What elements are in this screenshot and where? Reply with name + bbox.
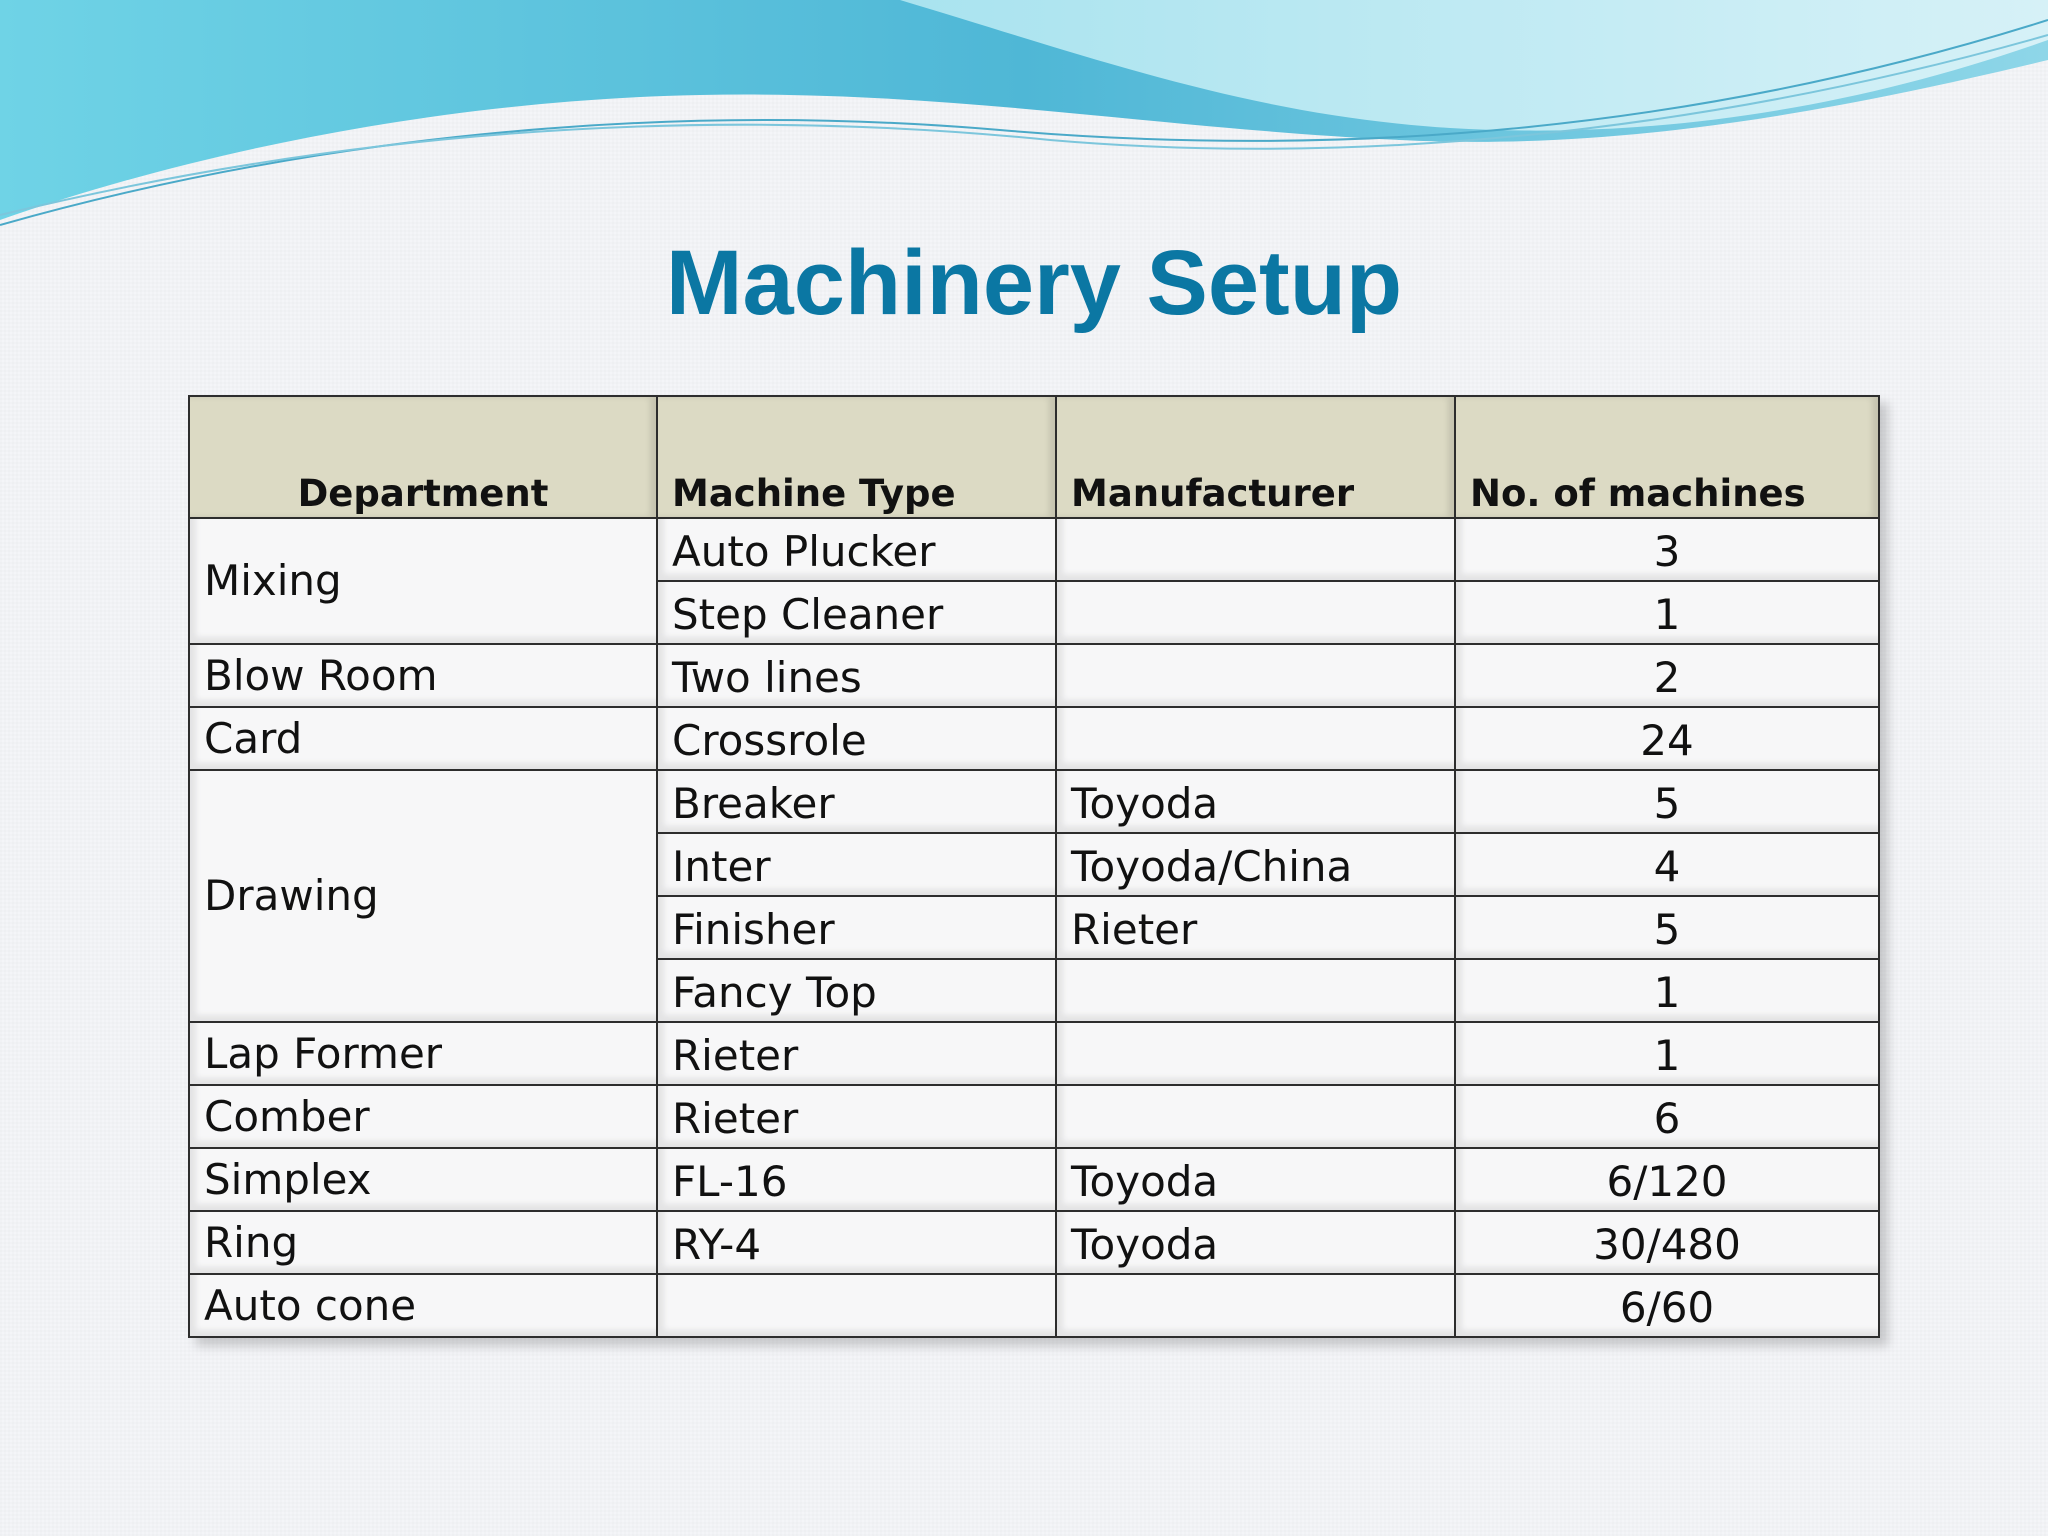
count-cell: 6 <box>1455 1085 1879 1148</box>
department-cell: Drawing <box>189 770 657 1022</box>
table-row <box>189 644 1879 707</box>
manufacturer-cell <box>1056 959 1455 1022</box>
count-cell: 24 <box>1455 707 1879 770</box>
machine-type-cell: Rieter <box>657 1085 1056 1148</box>
manufacturer-cell: Toyoda <box>1056 770 1455 833</box>
machine-type-cell: Step Cleaner <box>657 581 1056 644</box>
count-cell: 5 <box>1455 896 1879 959</box>
machine-type-cell: Inter <box>657 833 1056 896</box>
manufacturer-cell <box>1056 581 1455 644</box>
manufacturer-cell: Toyoda/China <box>1056 833 1455 896</box>
machine-type-cell: Rieter <box>657 1022 1056 1085</box>
manufacturer-cell <box>1056 1022 1455 1085</box>
table-row <box>189 1148 1879 1211</box>
manufacturer-cell <box>1056 518 1455 581</box>
manufacturer-cell <box>1056 1085 1455 1148</box>
manufacturer-cell: Rieter <box>1056 896 1455 959</box>
machinery-table-container <box>188 395 1878 1338</box>
machine-type-cell: Two lines <box>657 644 1056 707</box>
count-cell: 1 <box>1455 581 1879 644</box>
table-row <box>189 1022 1879 1085</box>
table-header-row <box>189 396 1879 518</box>
manufacturer-cell <box>1056 1274 1455 1337</box>
count-cell: 2 <box>1455 644 1879 707</box>
table-row <box>189 707 1879 770</box>
department-cell: Comber <box>189 1085 657 1148</box>
count-cell: 6/60 <box>1455 1274 1879 1337</box>
count-cell: 3 <box>1455 518 1879 581</box>
department-cell: Simplex <box>189 1148 657 1211</box>
machine-type-cell <box>657 1274 1056 1337</box>
manufacturer-cell: Toyoda <box>1056 1211 1455 1274</box>
department-cell: Auto cone <box>189 1274 657 1337</box>
header-manufacturer: Manufacturer <box>1056 396 1455 518</box>
wave-header-decoration <box>0 0 2048 240</box>
table-row <box>189 1211 1879 1274</box>
manufacturer-cell: Toyoda <box>1056 1148 1455 1211</box>
department-cell: Blow Room <box>189 644 657 707</box>
machine-type-cell: Crossrole <box>657 707 1056 770</box>
machine-type-cell: Breaker <box>657 770 1056 833</box>
table-row <box>189 1274 1879 1337</box>
header-department: Department <box>189 396 657 518</box>
department-cell: Lap Former <box>189 1022 657 1085</box>
machinery-table <box>188 395 1880 1338</box>
count-cell: 6/120 <box>1455 1148 1879 1211</box>
department-cell: Card <box>189 707 657 770</box>
machine-type-cell: FL-16 <box>657 1148 1056 1211</box>
count-cell: 30/480 <box>1455 1211 1879 1274</box>
slide-title: Machinery Setup <box>665 232 1403 334</box>
machine-type-cell: Fancy Top <box>657 959 1056 1022</box>
header-machine-type: Machine Type <box>657 396 1056 518</box>
manufacturer-cell <box>1056 644 1455 707</box>
count-cell: 1 <box>1455 959 1879 1022</box>
count-cell: 5 <box>1455 770 1879 833</box>
table-row <box>189 518 1879 581</box>
manufacturer-cell <box>1056 707 1455 770</box>
count-cell: 1 <box>1455 1022 1879 1085</box>
machine-type-cell: RY-4 <box>657 1211 1056 1274</box>
header-count: No. of machines <box>1455 396 1879 518</box>
machine-type-cell: Finisher <box>657 896 1056 959</box>
department-cell: Mixing <box>189 518 657 644</box>
table-row <box>189 770 1879 833</box>
machine-type-cell: Auto Plucker <box>657 518 1056 581</box>
count-cell: 4 <box>1455 833 1879 896</box>
department-cell: Ring <box>189 1211 657 1274</box>
table-row <box>189 1085 1879 1148</box>
